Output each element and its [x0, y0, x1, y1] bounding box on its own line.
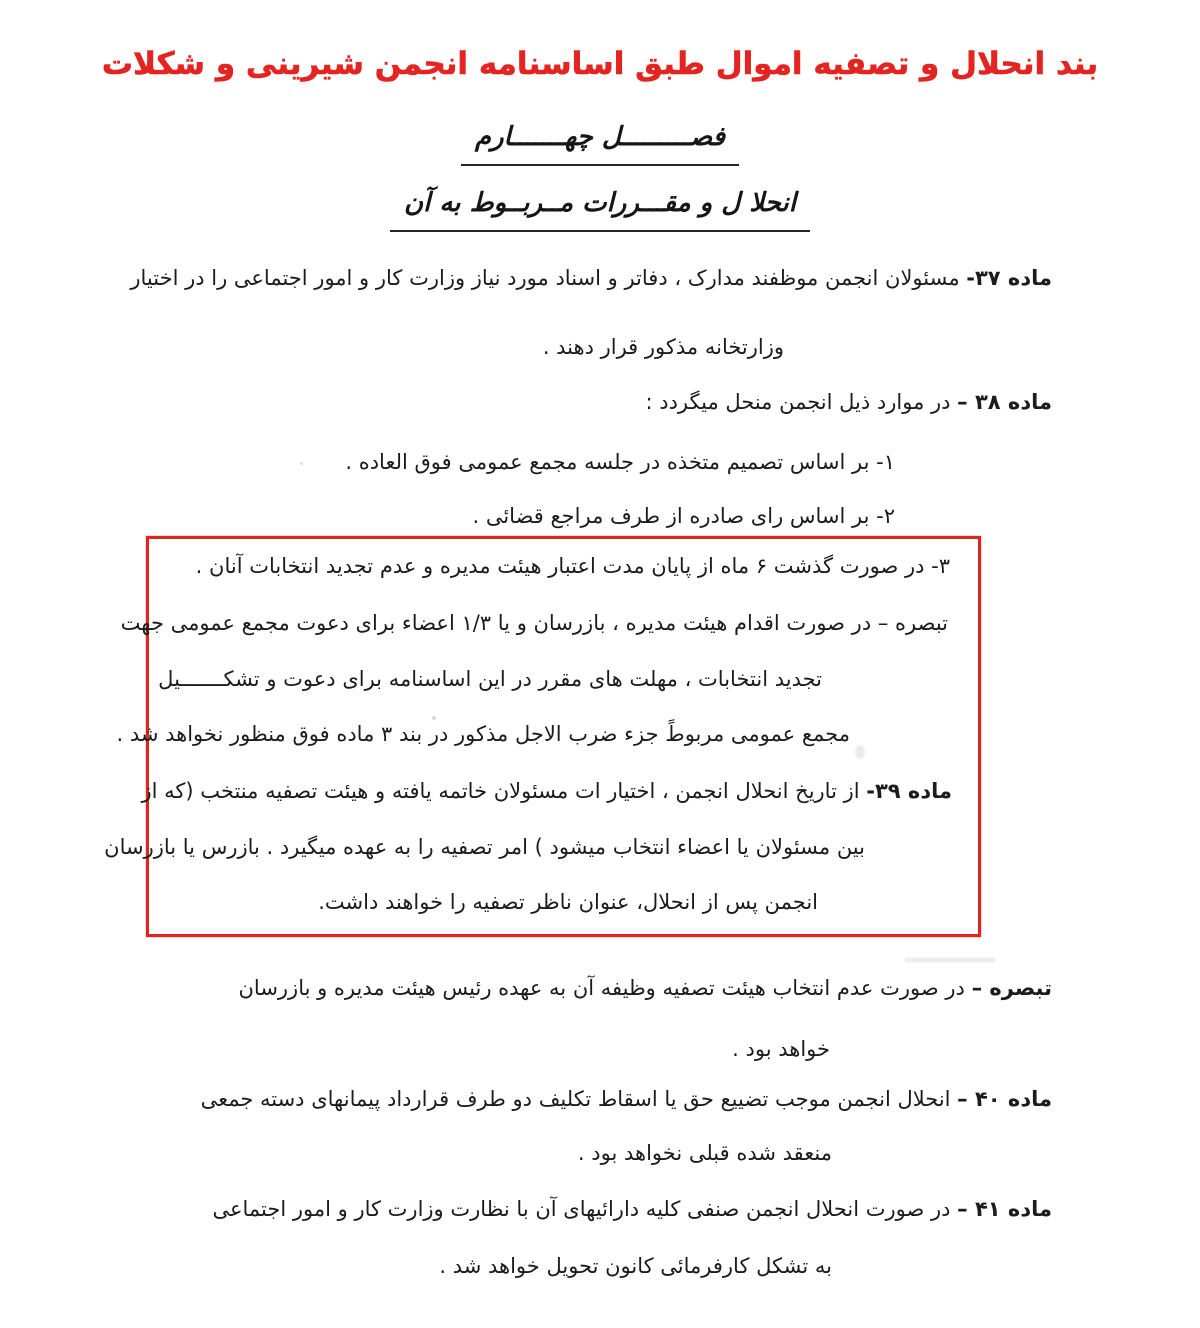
article-39-line-3 [318, 886, 818, 918]
note-2-line-2 [732, 1033, 830, 1065]
article-37-text-cont: وزارتخانه مذکور قرار دهند . [542, 335, 784, 359]
article-39-text-cont-1: بین مسئولان یا اعضاء انتخاب میشود ) امر تصفیه را به عهده میگیرد . بازرس یا بازرسان [104, 835, 865, 859]
article-38-item-1-text: ۱- بر اساس تصمیم متخذه در جلسه مجمع عمومی فوق العاده . [345, 450, 895, 474]
note-2-label: تبصره – [971, 976, 1052, 1000]
article-39-label: ماده ۳۹- [866, 779, 952, 803]
article-39-text-cont-2: انجمن پس از انحلال، عنوان ناظر تصفیه را خواهند داشت. [318, 890, 818, 914]
article-41-text-cont: به تشکل کارفرمائی کانون تحویل خواهد شد . [439, 1254, 832, 1278]
chapter-subheading [0, 188, 1200, 232]
boxed-note-line-3 [116, 718, 850, 750]
article-37-line-1 [130, 262, 1052, 294]
article-40-label: ماده ۴۰ – [957, 1087, 1052, 1111]
note-2-text-cont: خواهد بود . [732, 1037, 830, 1061]
article-37-text: مسئولان انجمن موظفند مدارک ، دفاتر و اسناد مورد نیاز وزارت کار و امور اجتماعی را در اختیار [130, 266, 967, 290]
note-2-text: در صورت عدم انتخاب هیئت تصفیه وظیفه آن به عهده رئیس هیئت مدیره و بازرسان [238, 976, 972, 1000]
article-40-text-cont: منعقد شده قبلی نخواهد بود . [577, 1141, 832, 1165]
article-38-item-2 [472, 500, 895, 532]
article-41-line-2 [439, 1250, 832, 1282]
article-38-item-3-text: ۳- در صورت گذشت ۶ ماه از پایان مدت اعتبار هیئت مدیره و عدم تجدید انتخابات آنان . [195, 554, 950, 578]
scan-smudge [905, 958, 995, 962]
document-title-text: بند انحلال و تصفیه اموال طبق اساسنامه انجمن شیرینی و شکلات [101, 46, 1099, 82]
note-2-line-1 [239, 972, 1053, 1004]
chapter-heading [0, 122, 1200, 166]
boxed-note-text-3: مجمع عمومی مربوطً جزء ضرب الاجل مذکور در بند ۳ ماده فوق منظور نخواهد شد . [116, 722, 850, 746]
article-38-line-1 [645, 386, 1052, 418]
boxed-note-line-1 [121, 607, 948, 639]
chapter-heading-text: فصـــــــــل چهـــــــارم [461, 122, 739, 166]
article-37-line-2 [543, 331, 784, 363]
chapter-subheading-text: انحلا ل و مقـــررات مــربــوط به آن [390, 188, 810, 232]
scan-smudge [855, 745, 865, 759]
article-39-line-2 [104, 831, 865, 863]
article-38-label: ماده ۳۸ – [957, 390, 1052, 414]
article-37-label: ماده ۳۷- [966, 266, 1052, 290]
article-39-text: از تاریخ انحلال انجمن ، اختیار ات مسئولان خاتمه یافته و هیئت تصفیه منتخب (که از [141, 779, 867, 803]
document-title [0, 46, 1200, 82]
article-41-text: در صورت انحلال انجمن صنفی کلیه دارائیهای آن با نظارت وزارت کار و امور اجتماعی [212, 1197, 958, 1221]
article-41-line-1 [212, 1193, 1052, 1225]
article-40-line-2 [578, 1137, 832, 1169]
boxed-note-text-2: تجدید انتخابات ، مهلت های مقرر در این اساسنامه برای دعوت و تشکـــــــیل [158, 667, 822, 691]
article-38-item-3 [196, 550, 950, 582]
article-38-text: در موارد ذیل انجمن منحل میگردد : [645, 390, 958, 414]
article-39-line-1 [142, 775, 952, 807]
article-40-text: انحلال انجمن موجب تضییع حق یا اسقاط تکلیف دو طرف قرارداد پیمانهای دسته جمعی [200, 1087, 958, 1111]
article-38-item-2-text: ۲- بر اساس رای صادره از طرف مراجع قضائی . [472, 504, 895, 528]
scan-speck [432, 716, 436, 720]
boxed-note-text-1: تبصره – در صورت اقدام هیئت مدیره ، بازرسان و یا ۱/۳ اعضاء برای دعوت مجمع عمومی جهت [120, 611, 948, 635]
scan-speck [300, 462, 303, 465]
article-38-item-1 [345, 446, 895, 478]
article-40-line-1 [201, 1083, 1052, 1115]
boxed-note-line-2 [158, 663, 822, 695]
article-41-label: ماده ۴۱ – [957, 1197, 1052, 1221]
